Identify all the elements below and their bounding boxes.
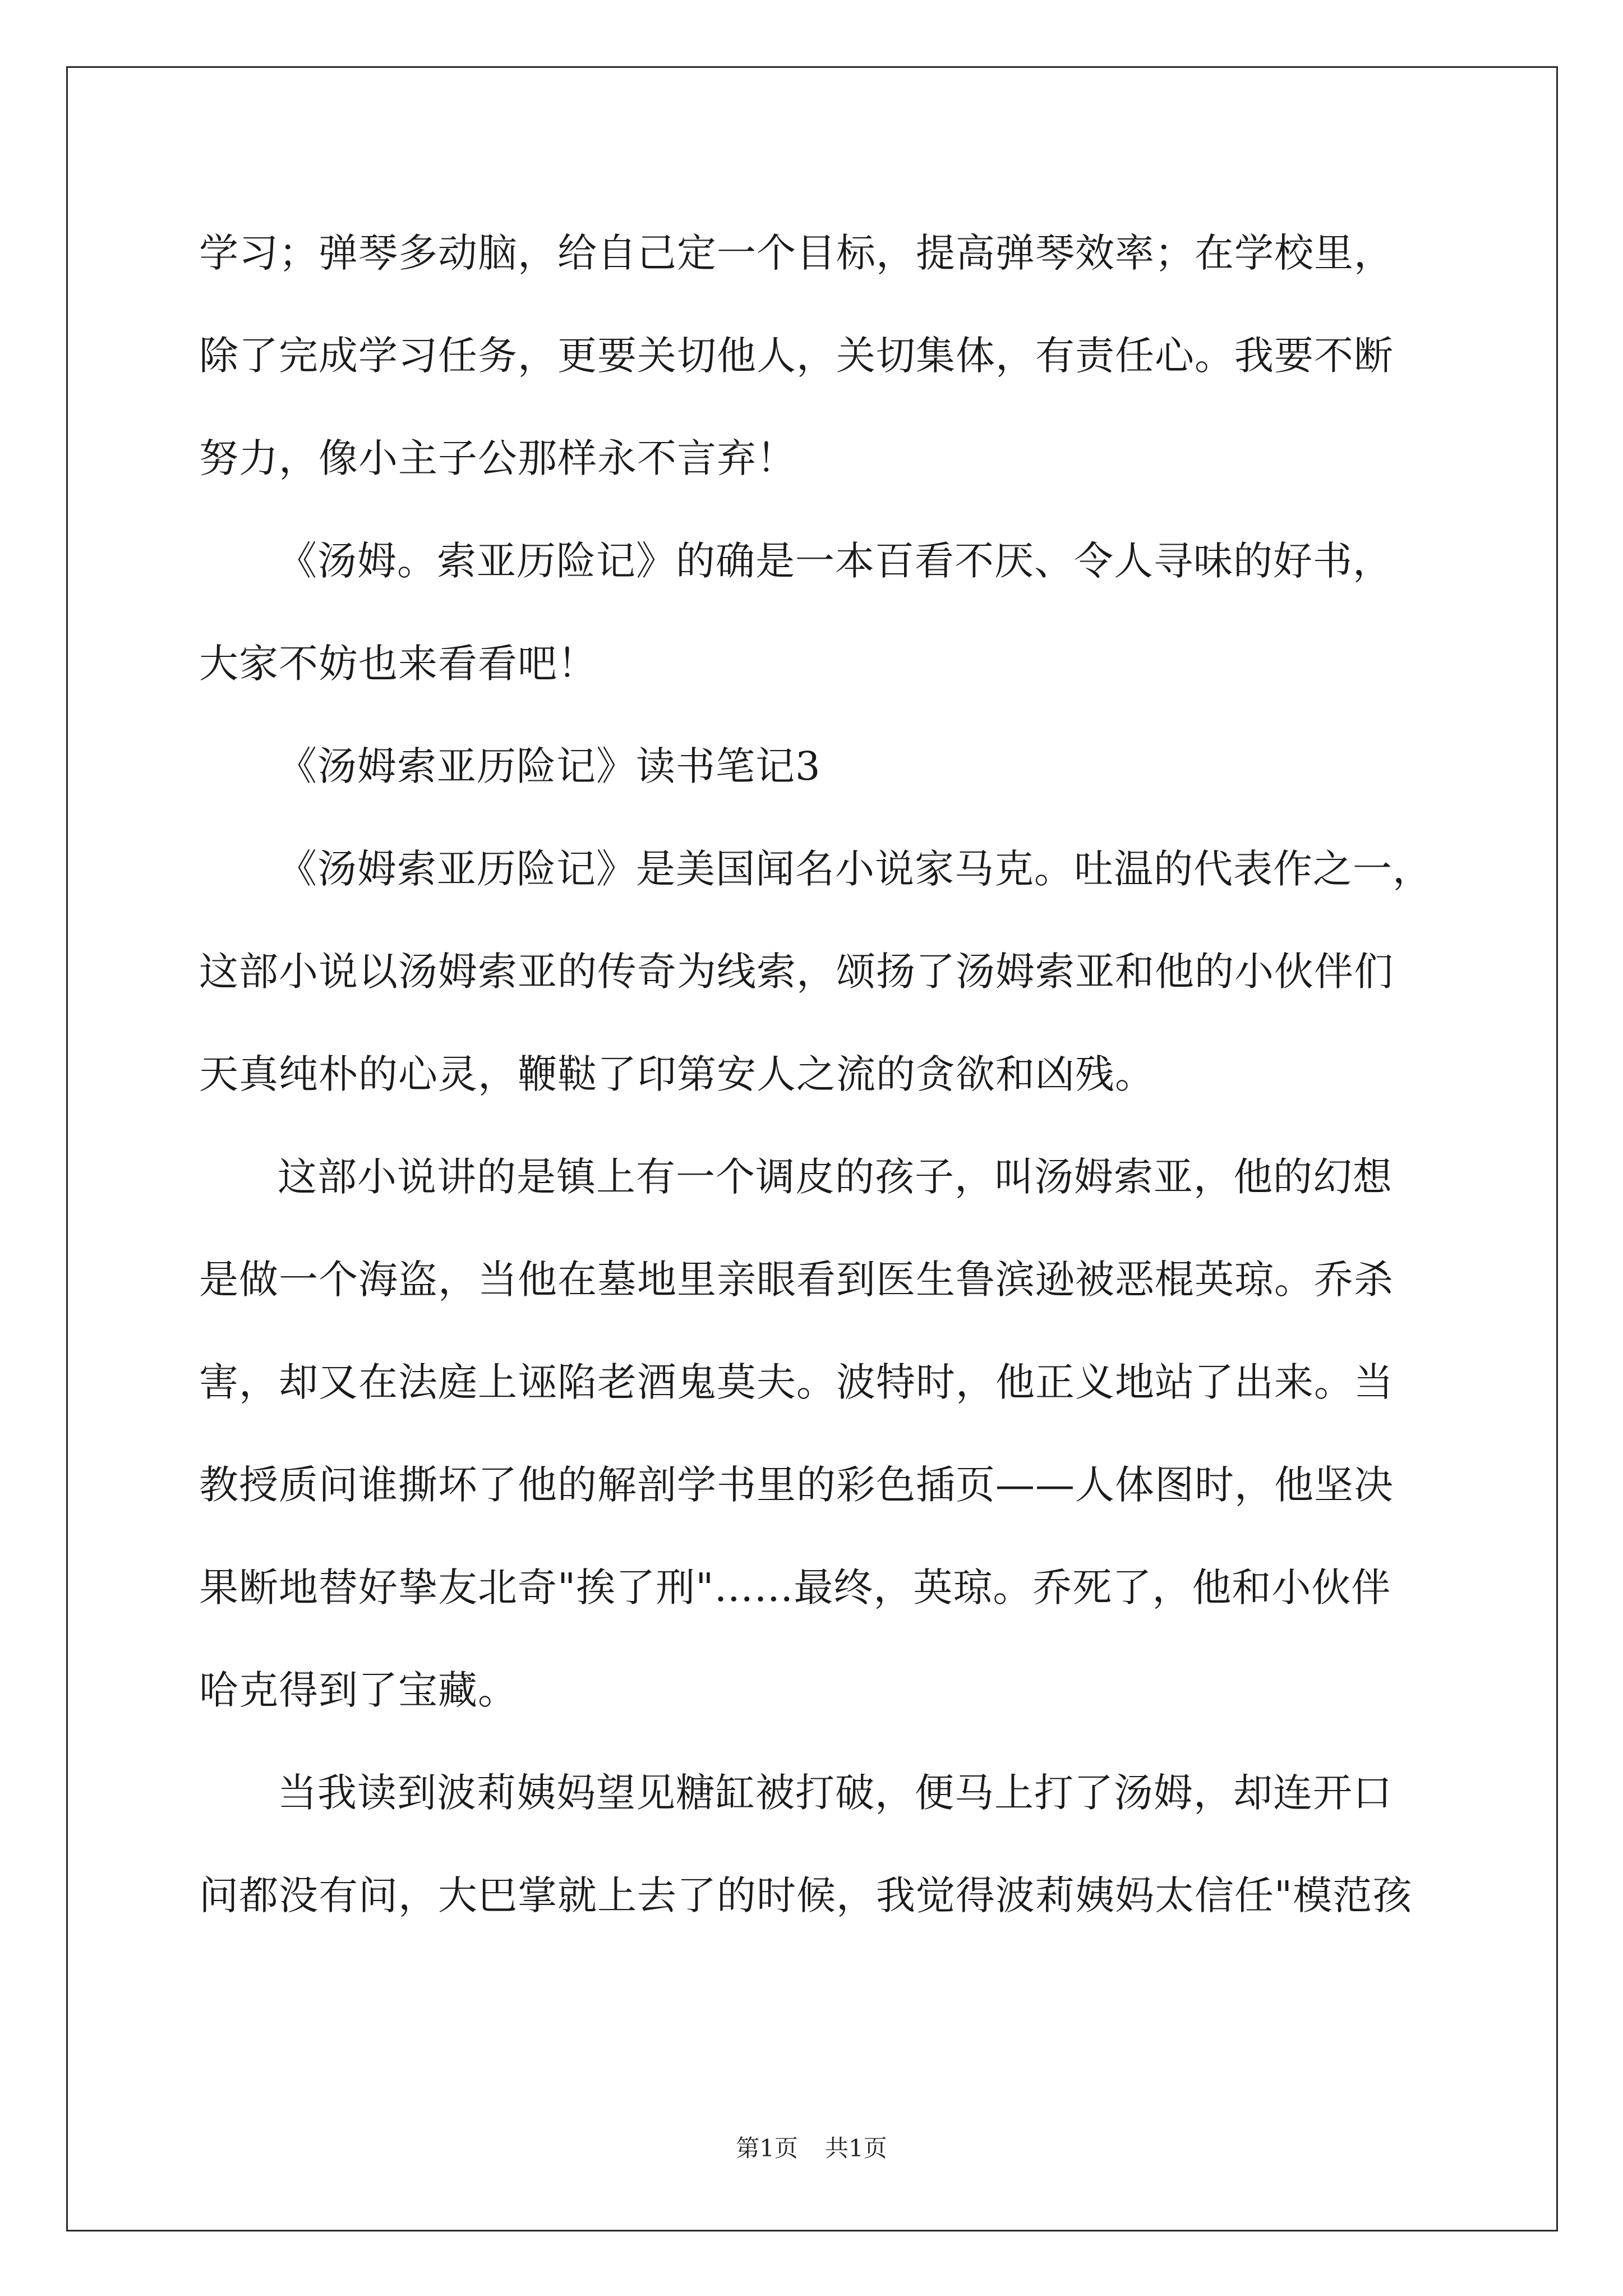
text-line: 是做一个海盗，当他在墓地里亲眼看到医生鲁滨逊被恶棍英琼。乔杀 (199, 1257, 1394, 1303)
section-heading: 《汤姆索亚历险记》读书笔记3 (278, 743, 821, 789)
page-footer (0, 2132, 1623, 2165)
text-line: 除了完成学习任务，更要关切他人，关切集体，有责任心。我要不断 (199, 333, 1394, 379)
text-line: 大家不妨也来看看吧！ (199, 641, 597, 687)
text-line: 问都没有问，大巴掌就上去了的时候，我觉得波莉姨妈太信任"模范孩 (199, 1872, 1413, 1918)
text-line: 学习；弹琴多动脑，给自己定一个目标，提高弹琴效率；在学校里， (199, 230, 1394, 276)
page-number: 第1页 (736, 2134, 798, 2162)
text-line: 《汤姆索亚历险记》是美国闻名小说家马克。吐温的代表作之一， (278, 846, 1432, 892)
text-line: 努力，像小主子公那样永不言弃！ (199, 435, 796, 481)
text-line: 教授质问谁撕坏了他的解剖学书里的彩色插页——人体图时，他坚决 (199, 1462, 1394, 1508)
document-body (199, 202, 1455, 1947)
page-total: 共1页 (825, 2134, 887, 2162)
text-line: 害，却又在法庭上诬陷老酒鬼莫夫。波特时，他正义地站了出来。当 (199, 1359, 1394, 1405)
text-line: 果断地替好挚友北奇"挨了刑"……最终，英琼。乔死了，他和小伙伴 (199, 1565, 1391, 1611)
text-line: 《汤姆。索亚历险记》的确是一本百看不厌、令人寻味的好书， (278, 538, 1393, 584)
text-line: 天真纯朴的心灵，鞭鞑了印第安人之流的贪欲和凶残。 (199, 1051, 1155, 1097)
text-line: 哈克得到了宝藏。 (199, 1667, 518, 1713)
text-line: 这部小说讲的是镇上有一个调皮的孩子，叫汤姆索亚，他的幻想 (278, 1154, 1393, 1200)
text-line: 这部小说以汤姆索亚的传奇为线索，颂扬了汤姆索亚和他的小伙伴们 (199, 949, 1394, 995)
text-line: 当我读到波莉姨妈望见糖缸被打破，便马上打了汤姆，却连开口 (278, 1770, 1393, 1816)
